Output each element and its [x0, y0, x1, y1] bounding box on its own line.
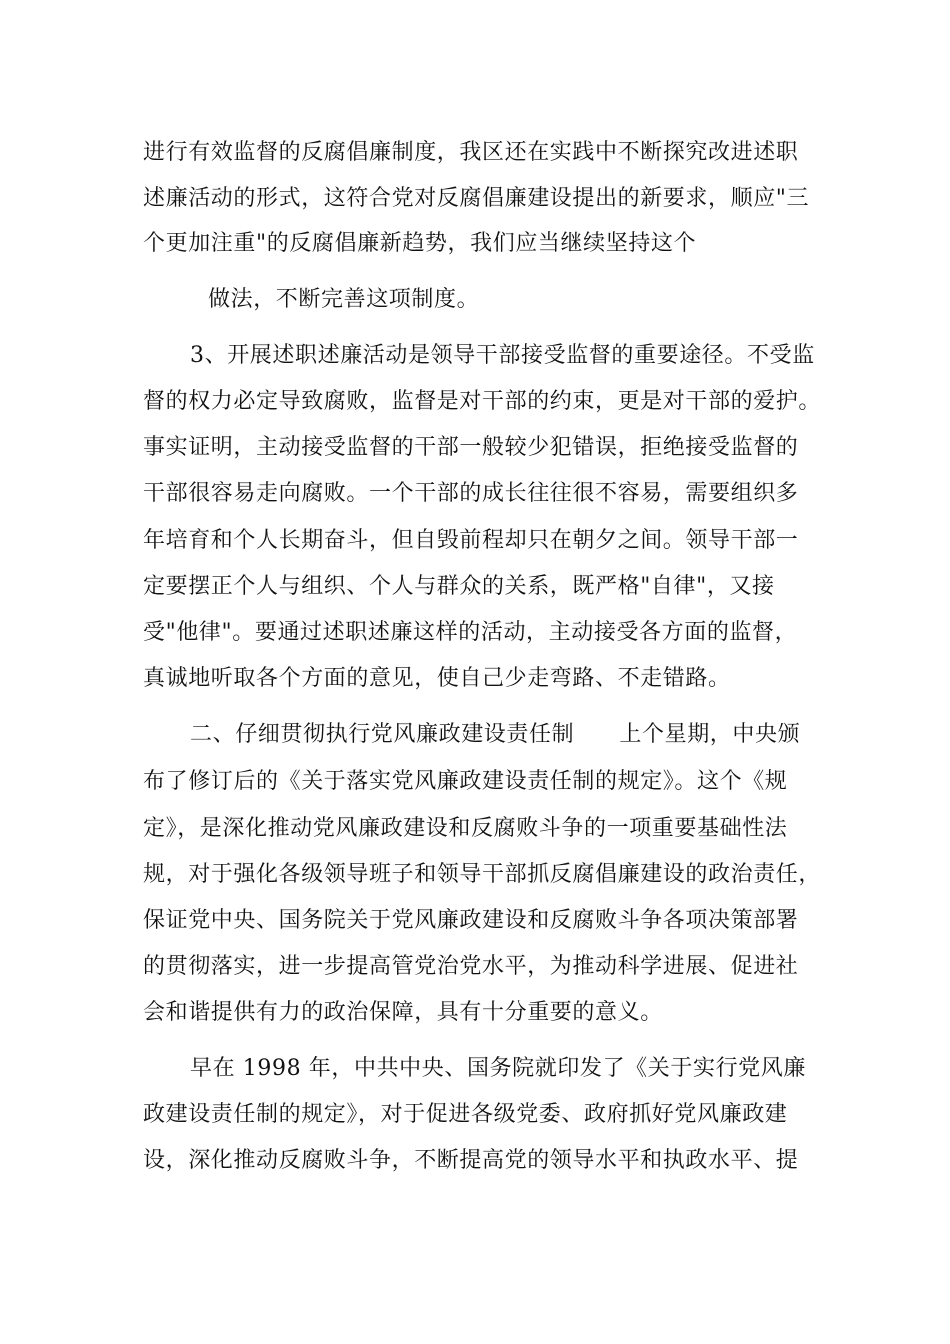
- text-line: 述廉活动的形式，这符合党对反腐倡廉建设提出的新要求，顺应"三: [143, 186, 810, 211]
- text-line: 定要摆正个人与组织、个人与群众的关系，既严格"自律"，又接: [143, 574, 775, 599]
- text-line: 进行有效监督的反腐倡廉制度，我区还在实践中不断探究改进述职: [143, 140, 799, 165]
- text-line: 个更加注重"的反腐倡廉新趋势，我们应当继续坚持这个: [143, 231, 697, 256]
- text-line: 二、仔细贯彻执行党风廉政建设责任制 上个星期，中央颁: [190, 722, 801, 747]
- text-line: 3、开展述职述廉活动是领导干部接受监督的重要途径。不受监: [190, 343, 815, 368]
- text-line: 做法，不断完善这项制度。: [208, 287, 480, 312]
- text-line: 的贯彻落实，进一步提高管党治党水平，为推动科学进展、促进社: [143, 954, 799, 979]
- text-line: 年培育和个人长期奋斗，但自毁前程却只在朝夕之间。领导干部一: [143, 528, 799, 553]
- text-line: 督的权力必定导致腐败，监督是对干部的约束，更是对干部的爱护。: [143, 389, 822, 414]
- text-line: 真诚地听取各个方面的意见，使自己少走弯路、不走错路。: [143, 666, 731, 691]
- text-line: 事实证明，主动接受监督的干部一般较少犯错误，拒绝接受监督的: [143, 435, 799, 460]
- text-line: 布了修订后的《关于落实党风廉政建设责任制的规定》。这个《规: [143, 769, 788, 794]
- text-line: 干部很容易走向腐败。一个干部的成长往往很不容易，需要组织多: [143, 481, 799, 506]
- text-line: 设，深化推动反腐败斗争，不断提高党的领导水平和执政水平、提: [143, 1148, 799, 1173]
- text-line: 早在 1998 年，中共中央、国务院就印发了《关于实行党风廉: [190, 1056, 806, 1081]
- text-line: 定》，是深化推动党风廉政建设和反腐败斗争的一项重要基础性法: [143, 816, 788, 841]
- text-line: 政建设责任制的规定》，对于促进各级党委、政府抓好党风廉政建: [143, 1102, 788, 1127]
- text-line: 保证党中央、国务院关于党风廉政建设和反腐败斗争各项决策部署: [143, 908, 799, 933]
- text-line: 会和谐提供有力的政治保障，具有十分重要的意义。: [143, 1000, 663, 1025]
- text-line: 受"他律"。要通过述职述廉这样的活动，主动接受各方面的监督，: [143, 620, 798, 645]
- text-line: 规，对于强化各级领导班子和领导干部抓反腐倡廉建设的政治责任，: [143, 862, 822, 887]
